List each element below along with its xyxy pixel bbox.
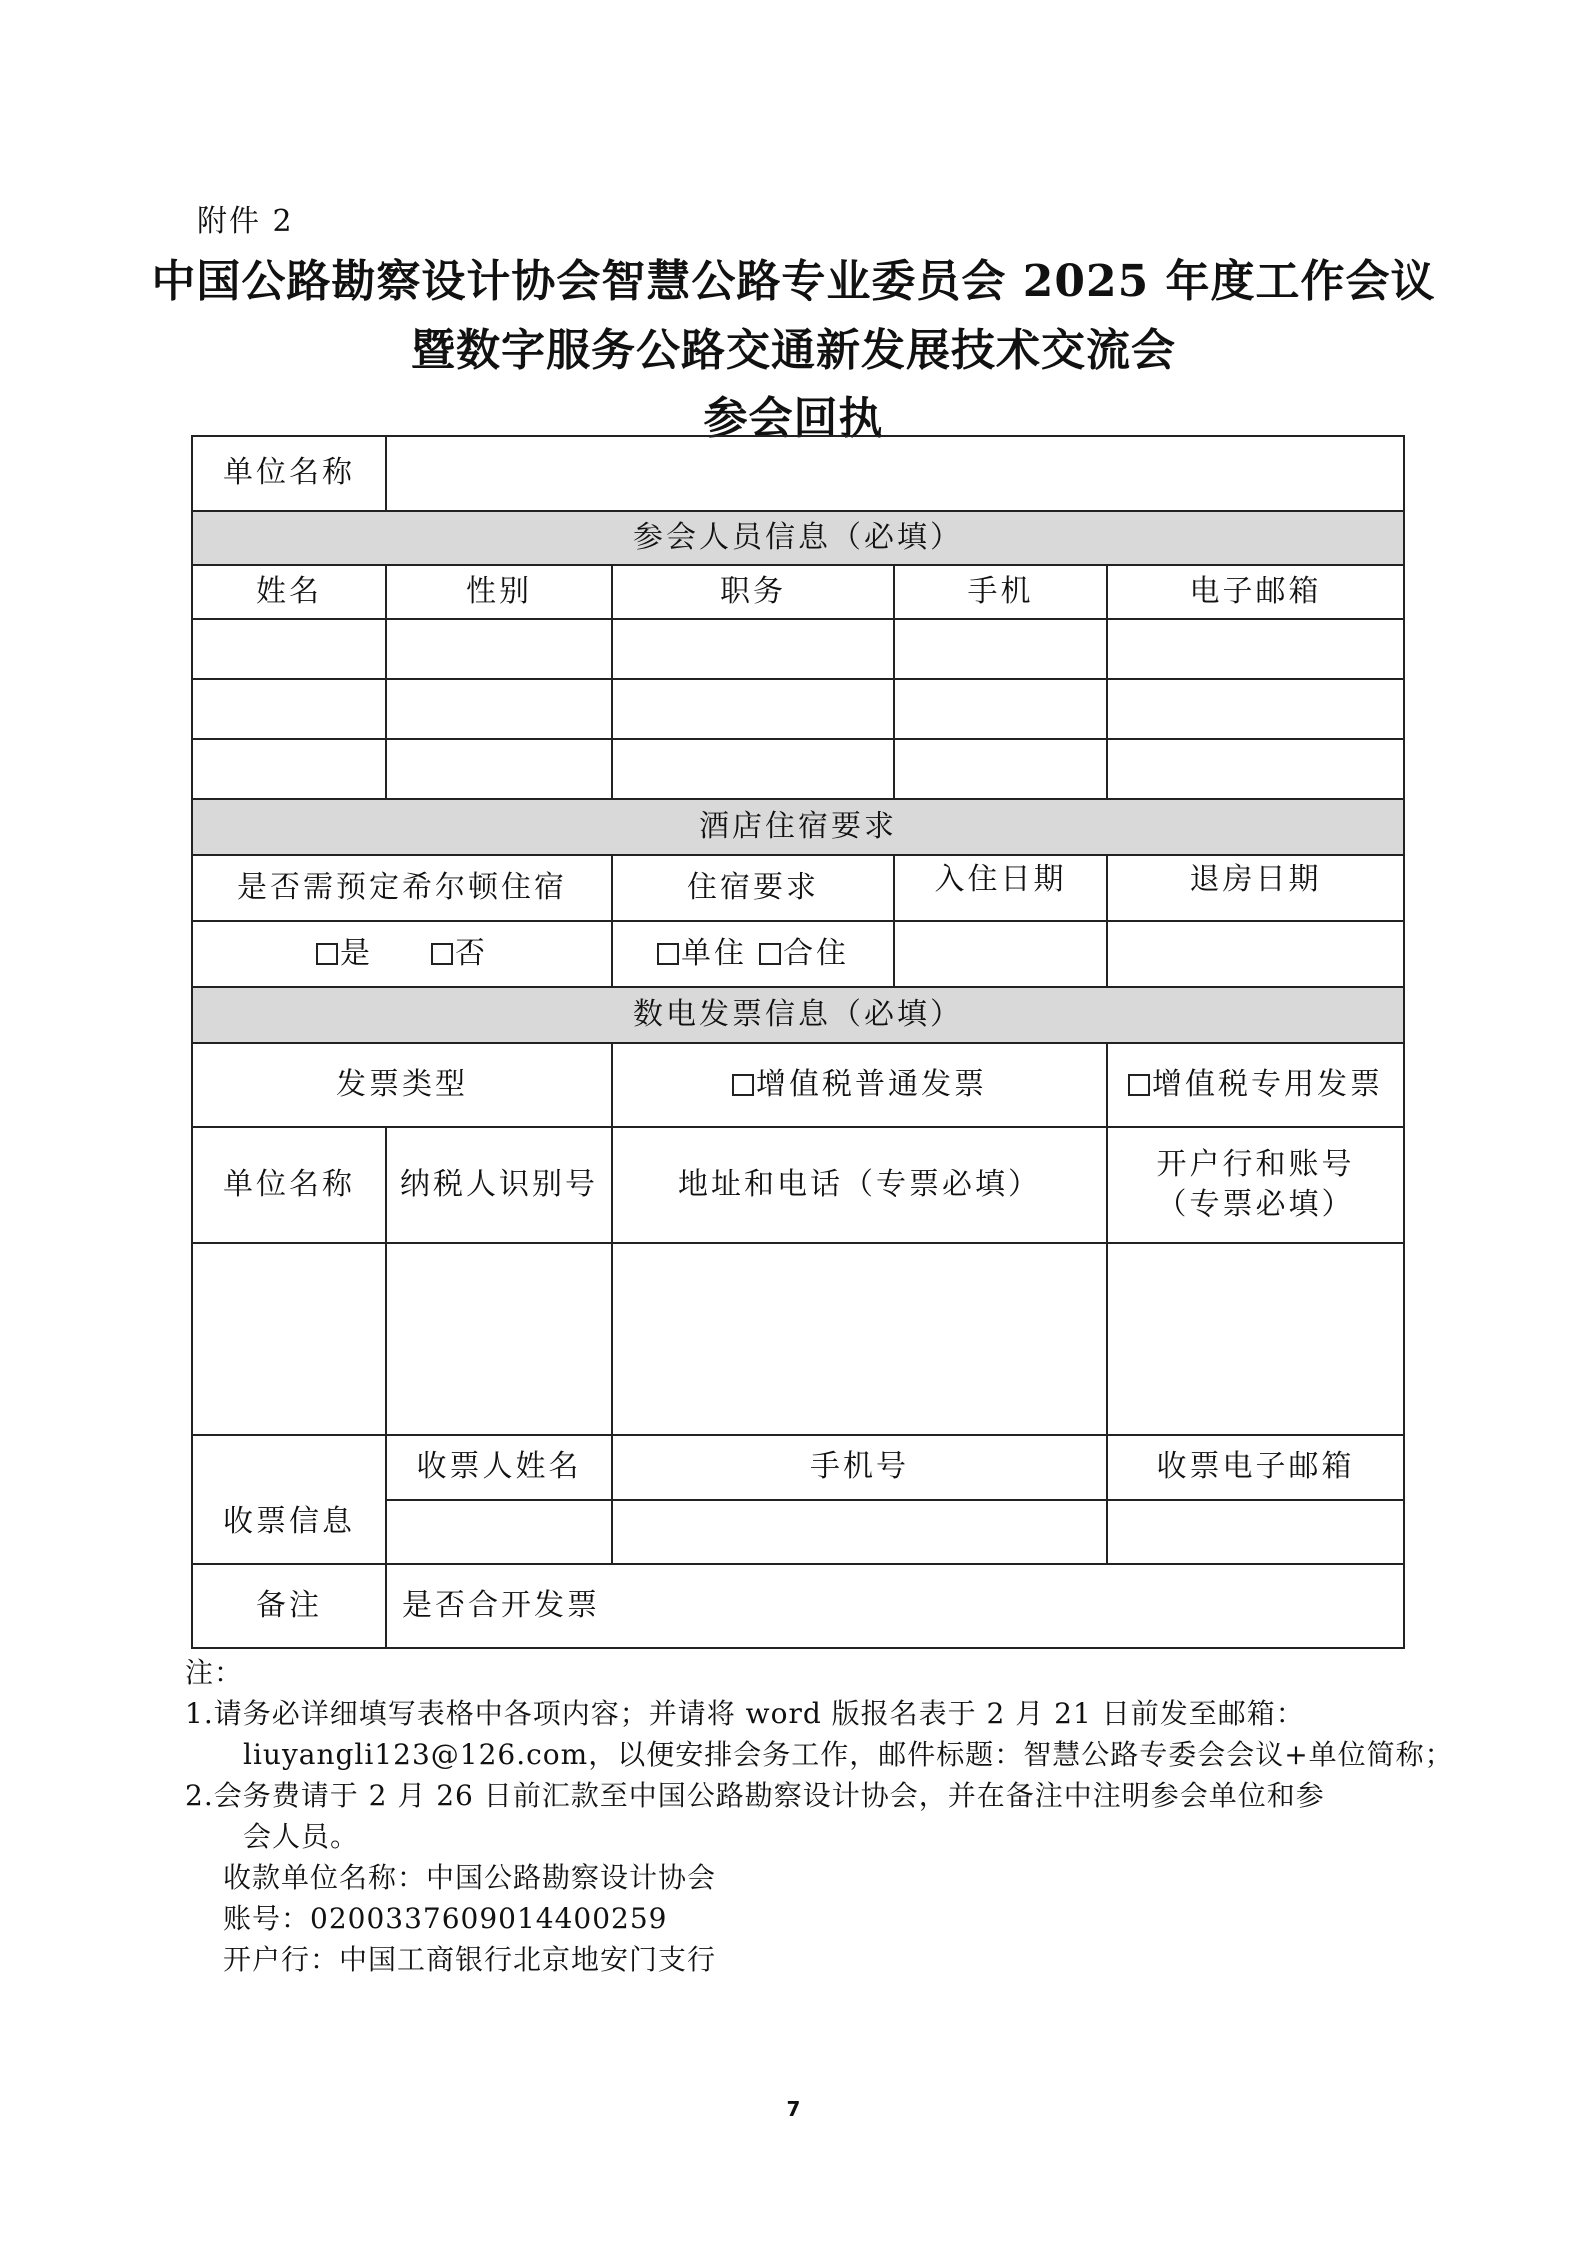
participant-row-2-gender[interactable] (385, 678, 613, 740)
participant-row-3-name[interactable] (191, 738, 387, 800)
checkbox-icon (431, 943, 453, 965)
invoice-col-address-phone: 地址和电话（专票必填） (611, 1126, 1108, 1244)
notes-section (185, 1652, 1454, 1980)
checkbox-icon (759, 943, 781, 965)
participant-row-1-name[interactable] (191, 618, 387, 680)
participants-section-header: 参会人员信息（必填） (191, 510, 1405, 566)
participant-row-2-phone[interactable] (893, 678, 1108, 740)
invoice-col-unit-name: 单位名称 (191, 1126, 387, 1244)
invoice-bank-account-field[interactable] (1106, 1242, 1405, 1436)
checkout-date-field[interactable] (1106, 920, 1405, 988)
document-title-line2: 暨数字服务公路交通新发展技术交流会 (411, 325, 1176, 376)
checkbox-icon (732, 1074, 754, 1096)
invoice-special-label: 增值税专用发票 (1152, 1066, 1383, 1102)
checkin-date-field[interactable] (893, 920, 1108, 988)
checkbox-icon (1128, 1074, 1150, 1096)
hotel-no-option[interactable] (431, 934, 488, 975)
participant-col-email: 电子邮箱 (1106, 564, 1405, 620)
participant-row-2-title[interactable] (611, 678, 895, 740)
notes-heading: 注： (185, 1656, 244, 1689)
invoice-address-phone-field[interactable] (611, 1242, 1108, 1436)
invoice-ordinary-label: 增值税普通发票 (756, 1066, 987, 1102)
participant-row-3-email[interactable] (1106, 738, 1405, 800)
checkbox-icon (657, 943, 679, 965)
participant-row-2-email[interactable] (1106, 678, 1405, 740)
document-title-line3: 参会回执 (703, 393, 884, 444)
room-single-option[interactable] (657, 934, 747, 975)
receiver-col-email: 收票电子邮箱 (1106, 1434, 1405, 1501)
invoice-unit-name-field[interactable] (191, 1242, 387, 1436)
note-line-6: 账号：0200337609014400259 (223, 1902, 668, 1935)
invoice-section-header: 数电发票信息（必填） (191, 986, 1405, 1044)
hotel-col-checkout: 退房日期 (1106, 854, 1405, 922)
participant-row-1-phone[interactable] (893, 618, 1108, 680)
participant-row-3-title[interactable] (611, 738, 895, 800)
note-line-5: 收款单位名称：中国公路勘察设计协会 (223, 1861, 717, 1894)
invoice-col-bank-account (1106, 1126, 1405, 1244)
attachment-label: 附件 2 (197, 204, 294, 239)
participant-row-2-name[interactable] (191, 678, 387, 740)
receiver-col-phone: 手机号 (611, 1434, 1108, 1501)
room-single-label: 单住 (681, 935, 747, 971)
note-line-2: liuyangli123@126.com，以便安排会务工作，邮件标题：智慧公路专委会会议+单位简称； (243, 1738, 1454, 1771)
hotel-col-requirement: 住宿要求 (611, 854, 895, 922)
hotel-booking-choice (191, 920, 613, 988)
invoice-col-tax-id: 纳税人识别号 (385, 1126, 613, 1244)
participant-row-1-gender[interactable] (385, 618, 613, 680)
document-title-line1: 中国公路勘察设计协会智慧公路专业委员会 2025 年度工作会议 (151, 256, 1436, 307)
note-line-1: 1.请务必详细填写表格中各项内容；并请将 word 版报名表于 2 月 21 日前发至邮箱： (185, 1697, 1305, 1730)
checkbox-icon (316, 943, 338, 965)
invoice-tax-id-field[interactable] (385, 1242, 613, 1436)
participant-col-title: 职务 (611, 564, 895, 620)
receiver-info-label: 收票信息 (191, 1434, 387, 1565)
note-line-3: 2.会务费请于 2 月 26 日前汇款至中国公路勘察设计协会，并在备注中注明参会单位和参 (185, 1779, 1325, 1812)
room-shared-option[interactable] (759, 934, 849, 975)
hotel-no-label: 否 (455, 935, 488, 971)
hotel-col-hilton: 是否需预定希尔顿住宿 (191, 854, 613, 922)
room-shared-label: 合住 (783, 935, 849, 971)
invoice-col-bank-account-line2: （专票必填） (1156, 1187, 1355, 1222)
note-line-7: 开户行：中国工商银行北京地安门支行 (223, 1943, 717, 1976)
invoice-col-bank-account-line1: 开户行和账号 (1156, 1146, 1355, 1182)
note-line-4: 会人员。 (243, 1820, 360, 1853)
remarks-field[interactable] (385, 1563, 1405, 1649)
participant-col-phone: 手机 (893, 564, 1108, 620)
participant-row-1-email[interactable] (1106, 618, 1405, 680)
participant-row-3-gender[interactable] (385, 738, 613, 800)
hotel-col-checkin: 入住日期 (893, 854, 1108, 922)
receiver-email-field[interactable] (1106, 1499, 1405, 1565)
invoice-special-option[interactable] (1106, 1042, 1405, 1128)
room-type-choice (611, 920, 895, 988)
remarks-label: 备注 (191, 1563, 387, 1649)
hotel-section-header: 酒店住宿要求 (191, 798, 1405, 856)
unit-name-field[interactable] (385, 435, 1405, 512)
participant-row-1-title[interactable] (611, 618, 895, 680)
receiver-phone-field[interactable] (611, 1499, 1108, 1565)
unit-name-label: 单位名称 (191, 435, 387, 512)
participant-row-3-phone[interactable] (893, 738, 1108, 800)
invoice-ordinary-option[interactable] (611, 1042, 1108, 1128)
hotel-yes-option[interactable] (316, 934, 373, 975)
hotel-yes-label: 是 (340, 935, 373, 971)
receiver-name-field[interactable] (385, 1499, 613, 1565)
invoice-type-label: 发票类型 (191, 1042, 613, 1128)
participant-col-gender: 性别 (385, 564, 613, 620)
remarks-value: 是否合开发票 (402, 1587, 600, 1623)
participant-col-name: 姓名 (191, 564, 387, 620)
receiver-col-name: 收票人姓名 (385, 1434, 613, 1501)
page-number: 7 (786, 2097, 801, 2121)
